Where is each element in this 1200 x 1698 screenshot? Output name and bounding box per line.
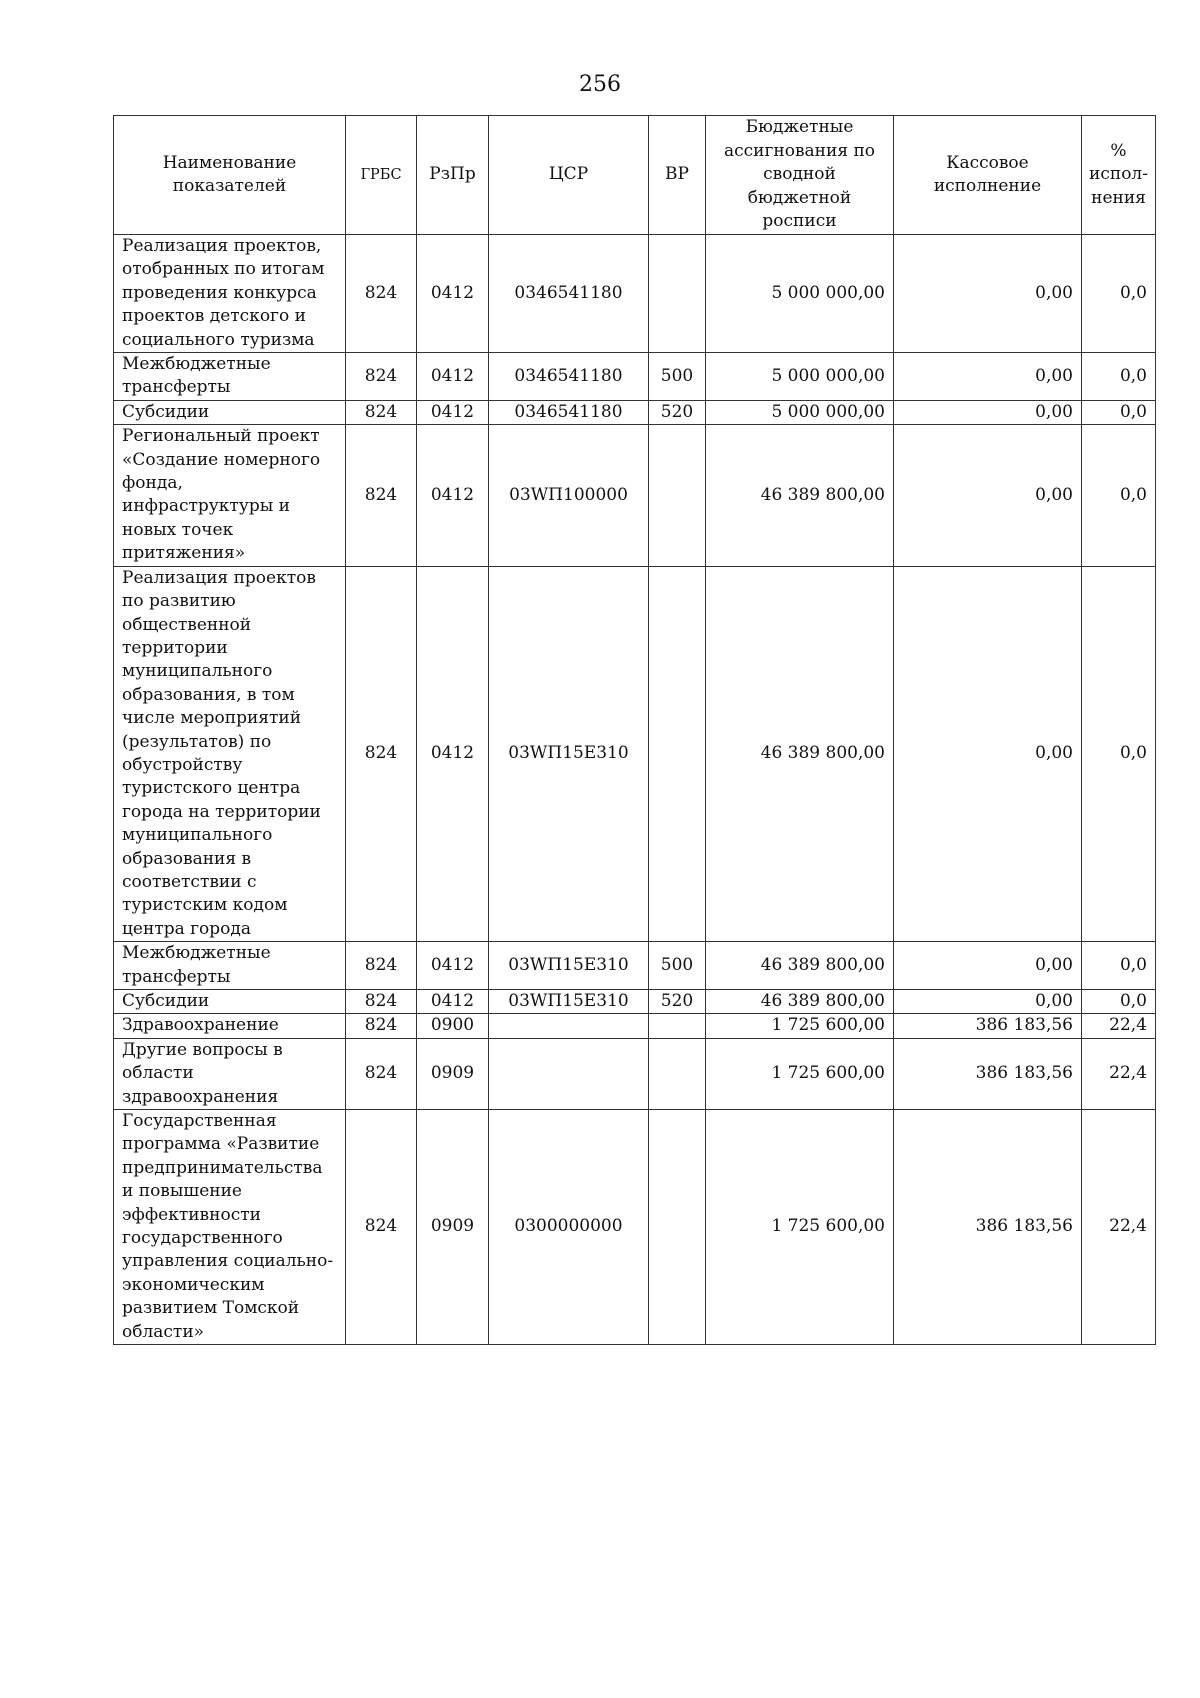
row-csr: 0346541180	[489, 353, 649, 401]
row-rzpr: 0909	[417, 1038, 489, 1109]
header-csr: ЦСР	[489, 116, 649, 235]
row-pct: 22,4	[1082, 1110, 1156, 1345]
row-vr: 520	[649, 400, 706, 424]
row-name: Субсидии	[114, 990, 346, 1014]
row-cash: 386 183,56	[894, 1038, 1082, 1109]
row-cash: 0,00	[894, 942, 1082, 990]
row-pct: 0,0	[1082, 400, 1156, 424]
row-rzpr: 0909	[417, 1110, 489, 1345]
row-name: Реализация проектов по развитию общественной территории муниципального образования, в том числе мероприятий (результатов) по обустройству туристского центра города на территории муниципального образования в соответствии с туристским кодом центра города	[114, 566, 346, 942]
row-cash: 0,00	[894, 425, 1082, 566]
row-vr: 500	[649, 942, 706, 990]
row-name: Государственная программа «Развитие предпринимательства и повышение эффективности государственного управления социально-экономическим развитием Томской области»	[114, 1110, 346, 1345]
row-vr	[649, 1038, 706, 1109]
page-number: 256	[579, 72, 621, 97]
row-cash: 0,00	[894, 400, 1082, 424]
row-pct: 0,0	[1082, 235, 1156, 353]
row-cash: 0,00	[894, 235, 1082, 353]
header-alloc: Бюджетные ассигнования по сводной бюджетной росписи	[706, 116, 894, 235]
row-rzpr: 0412	[417, 235, 489, 353]
row-alloc: 46 389 800,00	[706, 942, 894, 990]
table-row	[114, 235, 1156, 353]
row-grbs: 824	[346, 353, 417, 401]
budget-table	[113, 115, 1156, 1345]
row-csr: 03WП100000	[489, 425, 649, 566]
row-csr	[489, 1014, 649, 1038]
row-vr	[649, 235, 706, 353]
table-row	[114, 1014, 1156, 1038]
row-alloc: 46 389 800,00	[706, 425, 894, 566]
row-name: Другие вопросы в области здравоохранения	[114, 1038, 346, 1109]
row-alloc: 46 389 800,00	[706, 566, 894, 942]
row-csr: 03WП15Е310	[489, 942, 649, 990]
table-row	[114, 942, 1156, 990]
row-csr: 03WП15Е310	[489, 566, 649, 942]
row-vr: 500	[649, 353, 706, 401]
row-grbs: 824	[346, 425, 417, 566]
row-rzpr: 0412	[417, 425, 489, 566]
row-alloc: 5 000 000,00	[706, 235, 894, 353]
row-alloc: 1 725 600,00	[706, 1038, 894, 1109]
table-row	[114, 566, 1156, 942]
table-header-row	[114, 116, 1156, 235]
row-csr: 0300000000	[489, 1110, 649, 1345]
row-csr: 0346541180	[489, 235, 649, 353]
row-name: Субсидии	[114, 400, 346, 424]
row-rzpr: 0412	[417, 400, 489, 424]
row-pct: 0,0	[1082, 566, 1156, 942]
table-row	[114, 1110, 1156, 1345]
row-pct: 0,0	[1082, 942, 1156, 990]
table-row	[114, 990, 1156, 1014]
row-alloc: 46 389 800,00	[706, 990, 894, 1014]
row-pct: 22,4	[1082, 1014, 1156, 1038]
table-row	[114, 400, 1156, 424]
row-csr	[489, 1038, 649, 1109]
table-row	[114, 425, 1156, 566]
row-cash: 386 183,56	[894, 1110, 1082, 1345]
row-rzpr: 0412	[417, 990, 489, 1014]
header-name: Наименование показателей	[114, 116, 346, 235]
row-pct: 0,0	[1082, 425, 1156, 566]
row-cash: 0,00	[894, 353, 1082, 401]
row-vr	[649, 1110, 706, 1345]
table-row	[114, 1038, 1156, 1109]
row-vr	[649, 1014, 706, 1038]
row-pct: 22,4	[1082, 1038, 1156, 1109]
row-cash: 0,00	[894, 990, 1082, 1014]
row-grbs: 824	[346, 1110, 417, 1345]
row-rzpr: 0412	[417, 353, 489, 401]
row-grbs: 824	[346, 1038, 417, 1109]
header-cash: Кассовое исполнение	[894, 116, 1082, 235]
row-name: Реализация проектов, отобранных по итогам проведения конкурса проектов детского и социального туризма	[114, 235, 346, 353]
row-grbs: 824	[346, 566, 417, 942]
header-grbs: ГРБС	[346, 116, 417, 235]
row-grbs: 824	[346, 942, 417, 990]
row-alloc: 5 000 000,00	[706, 400, 894, 424]
row-rzpr: 0900	[417, 1014, 489, 1038]
row-vr	[649, 425, 706, 566]
row-alloc: 5 000 000,00	[706, 353, 894, 401]
row-grbs: 824	[346, 990, 417, 1014]
row-vr	[649, 566, 706, 942]
row-grbs: 824	[346, 1014, 417, 1038]
row-cash: 386 183,56	[894, 1014, 1082, 1038]
row-alloc: 1 725 600,00	[706, 1110, 894, 1345]
table-row	[114, 353, 1156, 401]
row-vr: 520	[649, 990, 706, 1014]
row-pct: 0,0	[1082, 990, 1156, 1014]
header-vr: ВР	[649, 116, 706, 235]
row-csr: 03WП15Е310	[489, 990, 649, 1014]
row-grbs: 824	[346, 235, 417, 353]
row-grbs: 824	[346, 400, 417, 424]
header-rzpr: РзПр	[417, 116, 489, 235]
row-csr: 0346541180	[489, 400, 649, 424]
row-alloc: 1 725 600,00	[706, 1014, 894, 1038]
row-cash: 0,00	[894, 566, 1082, 942]
row-name: Межбюджетные трансферты	[114, 942, 346, 990]
row-name: Межбюджетные трансферты	[114, 353, 346, 401]
row-name: Здравоохранение	[114, 1014, 346, 1038]
row-rzpr: 0412	[417, 942, 489, 990]
header-pct: % испол-нения	[1082, 116, 1156, 235]
row-rzpr: 0412	[417, 566, 489, 942]
row-pct: 0,0	[1082, 353, 1156, 401]
row-name: Региональный проект «Создание номерного фонда, инфраструктуры и новых точек притяжения»	[114, 425, 346, 566]
